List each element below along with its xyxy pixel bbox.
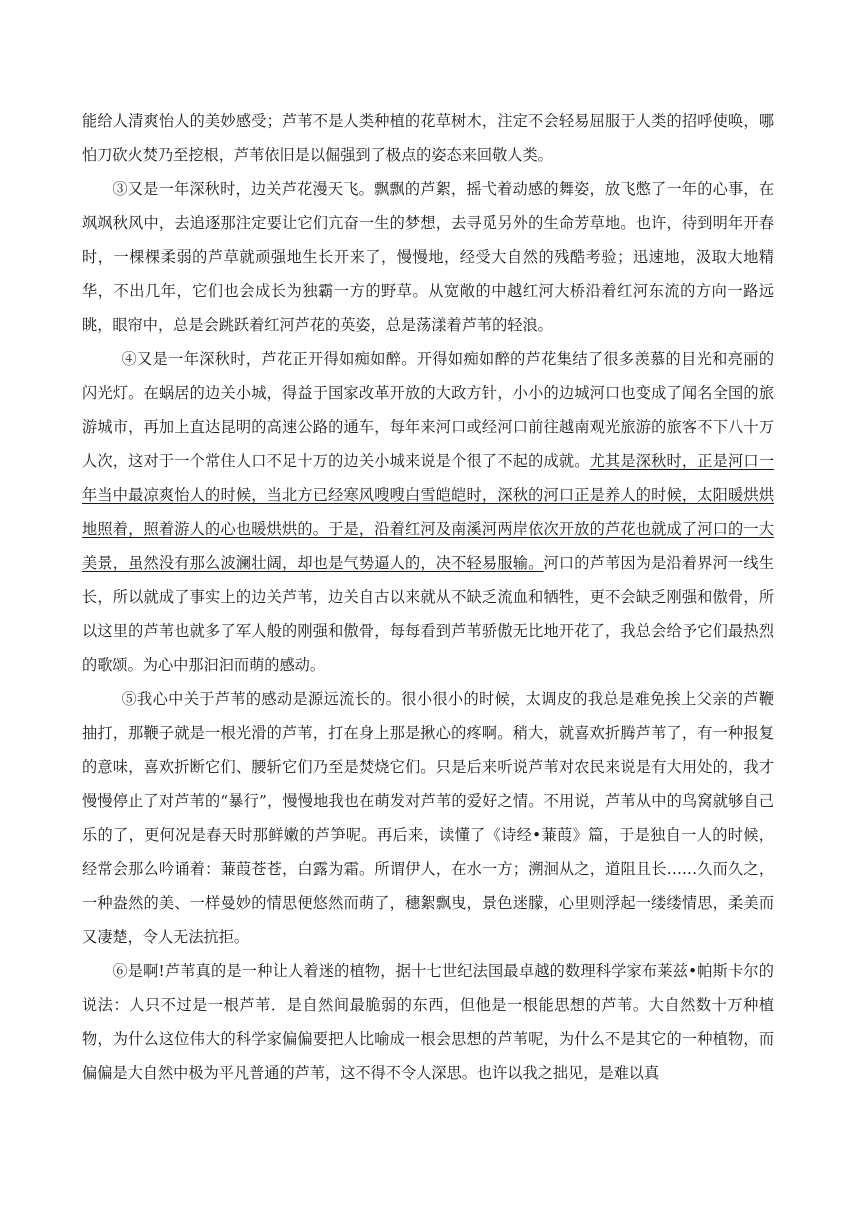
underlined-passage: 尤其是深秋时，正是河口一年当中最凉爽怡人的时候，当北方已经寒风嗖嗖白雪皑皑时，深秋的河口正是养人的时候，太阳暖烘烘地照着，照着游人的心也暖烘烘的。于是，沿着红河及南溪河两岸依次开放的芦花也就成了河口的一大美景，虽然没有那么波澜壮阔，却也是气势逼人的，决不轻易服输。 <box>82 452 775 572</box>
paragraph-4 <box>82 342 774 682</box>
paragraph-3 <box>82 172 774 342</box>
text-segment: 能给人清爽怡人的美妙感受；芦苇不是人类种植的花草树木，注定不会轻易屈服于人类的招呼使唤，哪怕刀砍火焚乃至挖根，芦苇依旧是以倔强到了极点的姿态来回敬人类。 <box>82 112 774 164</box>
text-segment: ⑤我心中关于芦苇的感动是源远流长的。很小很小的时候，太调皮的我总是难免挨上父亲的芦鞭抽打，那鞭子就是一根光滑的芦苇，打在身上那是揪心的疼啊。稍大，就喜欢折腾芦苇了，有一种报复的意味，喜欢折断它们、腰斩它们乃至是焚烧它们。只是后来听说芦苇对农民来说是有大用处的，我才慢慢停止了对芦苇的“暴行”，慢慢地我也在萌发对芦苇的爱好之情。不用说，芦苇从中的鸟窝就够自己乐的了，更何况是春天时那鲜嫩的芦笋呢。再后来，读懂了《诗经•蒹葭》篇，于是独自一人的时候，经常会那么吟诵着：蒹葭苍苍，白露为霜。所谓伊人，在水一方；溯洄从之，道阻且长……久而久之，一种盎然的美、一样曼妙的情思便悠然而萌了，穗絮飘曳，景色迷朦，心里则浮起一缕缕情思，柔美而又凄楚，令人无法抗拒。 <box>82 690 774 946</box>
text-segment: 河口的芦苇因为是沿着界河一线生长，所以就成了事实上的边关芦苇，边关自古以来就从不缺乏流血和牺牲，更不会缺乏刚强和傲骨，所以这里的芦苇也就多了军人般的刚强和傲骨，每每看到芦苇骄傲无比地开花了，我总会给予它们最热烈的歌颂。为心中那汩汩而萌的感动。 <box>82 554 775 674</box>
paragraph-5 <box>82 682 774 954</box>
text-segment: ③又是一年深秋时，边关芦花漫天飞。飘飘的芦絮，摇弋着动感的舞姿，放飞憋了一年的心事，在飒飒秋风中，去追逐那注定要让它们亢奋一生的梦想，去寻觅另外的生命芳草地。也许，待到明年开春时，一棵棵柔弱的芦草就顽强地生长开来了，慢慢地，经受大自然的残酷考验；迅速地，汲取大地精华，不出几年，它们也会成长为独霸一方的野草。从宽敞的中越红河大桥沿着红河东流的方向一路远眺，眼帘中，总是会跳跃着红河芦花的英姿，总是荡漾着芦苇的轻浪。 <box>82 180 774 334</box>
text-segment: ⑥是啊!芦苇真的是一种让人着迷的植物，据十七世纪法国最卓越的数理科学家布莱兹•帕斯卡尔的说法：人只不过是一根芦苇．是自然间最脆弱的东西，但他是一根能思想的芦苇。大自然数十万种植物，为什么这位伟大的科学家偏偏要把人比喻成一根会思想的芦苇呢，为什么不是其它的一种植物，而偏偏是大自然中极为平凡普通的芦苇，这不得不令人深思。也许以我之拙见，是难以真 <box>82 962 774 1082</box>
paragraph-6 <box>82 954 774 1090</box>
text-segment: ④又是一年深秋时，芦花正开得如痴如醉。开得如痴如醉的芦花集结了很多羡慕的目光和亮丽的闪光灯。在蜗居的边关小城，得益于国家改革开放的大政方针，小小的边城河口也变成了闻名全国的旅游城市，再加上直达昆明的高速公路的通车，每年来河口或经河口前往越南观光旅游的旅客不下八十万人次，这对于一个常住人口不足十万的边关小城来说是个很了不起的成就。 <box>82 350 774 470</box>
document-page <box>82 104 774 1090</box>
paragraph-continued <box>82 104 774 172</box>
